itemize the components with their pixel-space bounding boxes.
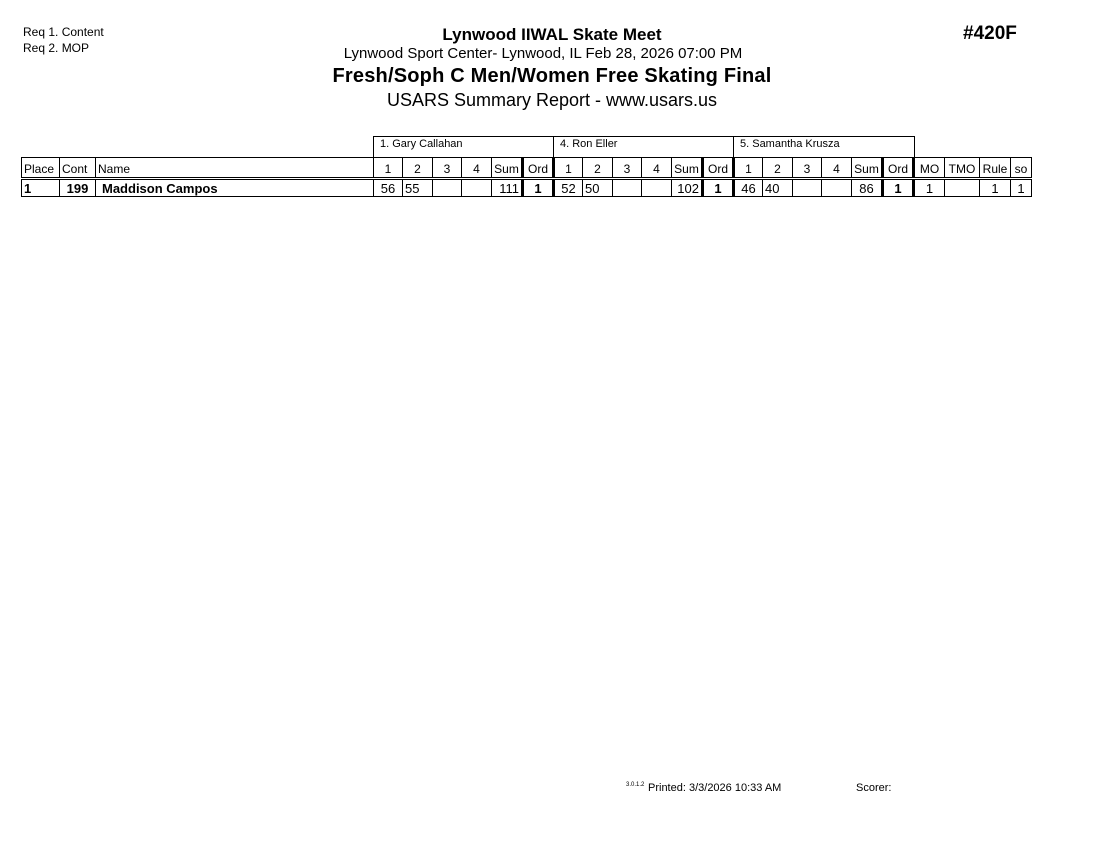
cell-judge3-score2: 40 [763,179,793,197]
cell-judge3-ord: 1 [883,179,914,197]
cell-judge2-score1: 52 [554,179,583,197]
header-judge2-2: 2 [583,158,613,179]
cell-judge2-score3 [613,179,642,197]
cell-judge2-sum: 102 [672,179,703,197]
header-judge3-4: 4 [822,158,852,179]
cell-judge1-score4 [462,179,492,197]
header-tmo: TMO [945,158,980,179]
header-judge3-3: 3 [793,158,822,179]
requirement-2: Req 2. MOP [23,41,90,55]
table-row [22,179,1032,197]
cell-judge1-sum: 111 [492,179,523,197]
meet-name: Lynwood IIWAL Skate Meet [442,25,662,44]
cell-judge1-ord: 1 [523,179,554,197]
header-judge2-4: 4 [642,158,672,179]
table-header-row [22,158,1032,179]
judge-header-3: 5. Samantha Krusza [733,136,915,158]
cell-tmo [945,179,980,197]
header-judge2-3: 3 [613,158,642,179]
header-judge2-ord: Ord [703,158,734,179]
cell-skater-name: Maddison Campos [96,179,374,197]
meet-location: Lynwood Sport Center- Lynwood, IL Feb 28, 2026 07:00 PM [343,45,743,62]
header-judge1-ord: Ord [523,158,554,179]
header-rule: Rule [980,158,1011,179]
judge-header-1: 1. Gary Callahan [373,136,554,158]
cell-judge1-score2: 55 [403,179,433,197]
header-judge1-1: 1 [374,158,403,179]
header-place: Place [22,158,60,179]
cell-judge3-sum: 86 [852,179,883,197]
cell-rule: 1 [980,179,1011,197]
scorer-label: Scorer: [856,782,892,794]
requirement-1: Req 1. Content [23,25,104,39]
header-judge2-sum: Sum [672,158,703,179]
cell-judge3-score1: 46 [734,179,763,197]
header-judge3-2: 2 [763,158,793,179]
version-code: 3.0.1.2 [626,782,645,788]
cell-so: 1 [1011,179,1032,197]
header-mo: MO [914,158,945,179]
cell-place: 1 [22,179,60,197]
header-judge1-3: 3 [433,158,462,179]
header-name: Name [96,158,374,179]
header-judge1-sum: Sum [492,158,523,179]
judge-header-2: 4. Ron Eller [553,136,734,158]
header-judge1-2: 2 [403,158,433,179]
cell-judge3-score4 [822,179,852,197]
cell-judge2-score4 [642,179,672,197]
header-judge3-1: 1 [734,158,763,179]
header-so: so [1011,158,1032,179]
header-judge3-ord: Ord [883,158,914,179]
cell-judge3-score3 [793,179,822,197]
cell-judge2-score2: 50 [583,179,613,197]
header-judge1-4: 4 [462,158,492,179]
header-cont: Cont [60,158,96,179]
cell-judge1-score3 [433,179,462,197]
report-title: USARS Summary Report - www.usars.us [386,90,718,110]
printed-timestamp: Printed: 3/3/2026 10:33 AM [648,782,782,794]
header-judge2-1: 1 [554,158,583,179]
cell-judge1-score1: 56 [374,179,403,197]
cell-mo: 1 [914,179,945,197]
header-judge3-sum: Sum [852,158,883,179]
event-number: #420F [963,23,1017,44]
results-table [21,157,1032,197]
cell-cont: 199 [60,179,96,197]
event-title: Fresh/Soph C Men/Women Free Skating Final [332,65,772,87]
cell-judge2-ord: 1 [703,179,734,197]
